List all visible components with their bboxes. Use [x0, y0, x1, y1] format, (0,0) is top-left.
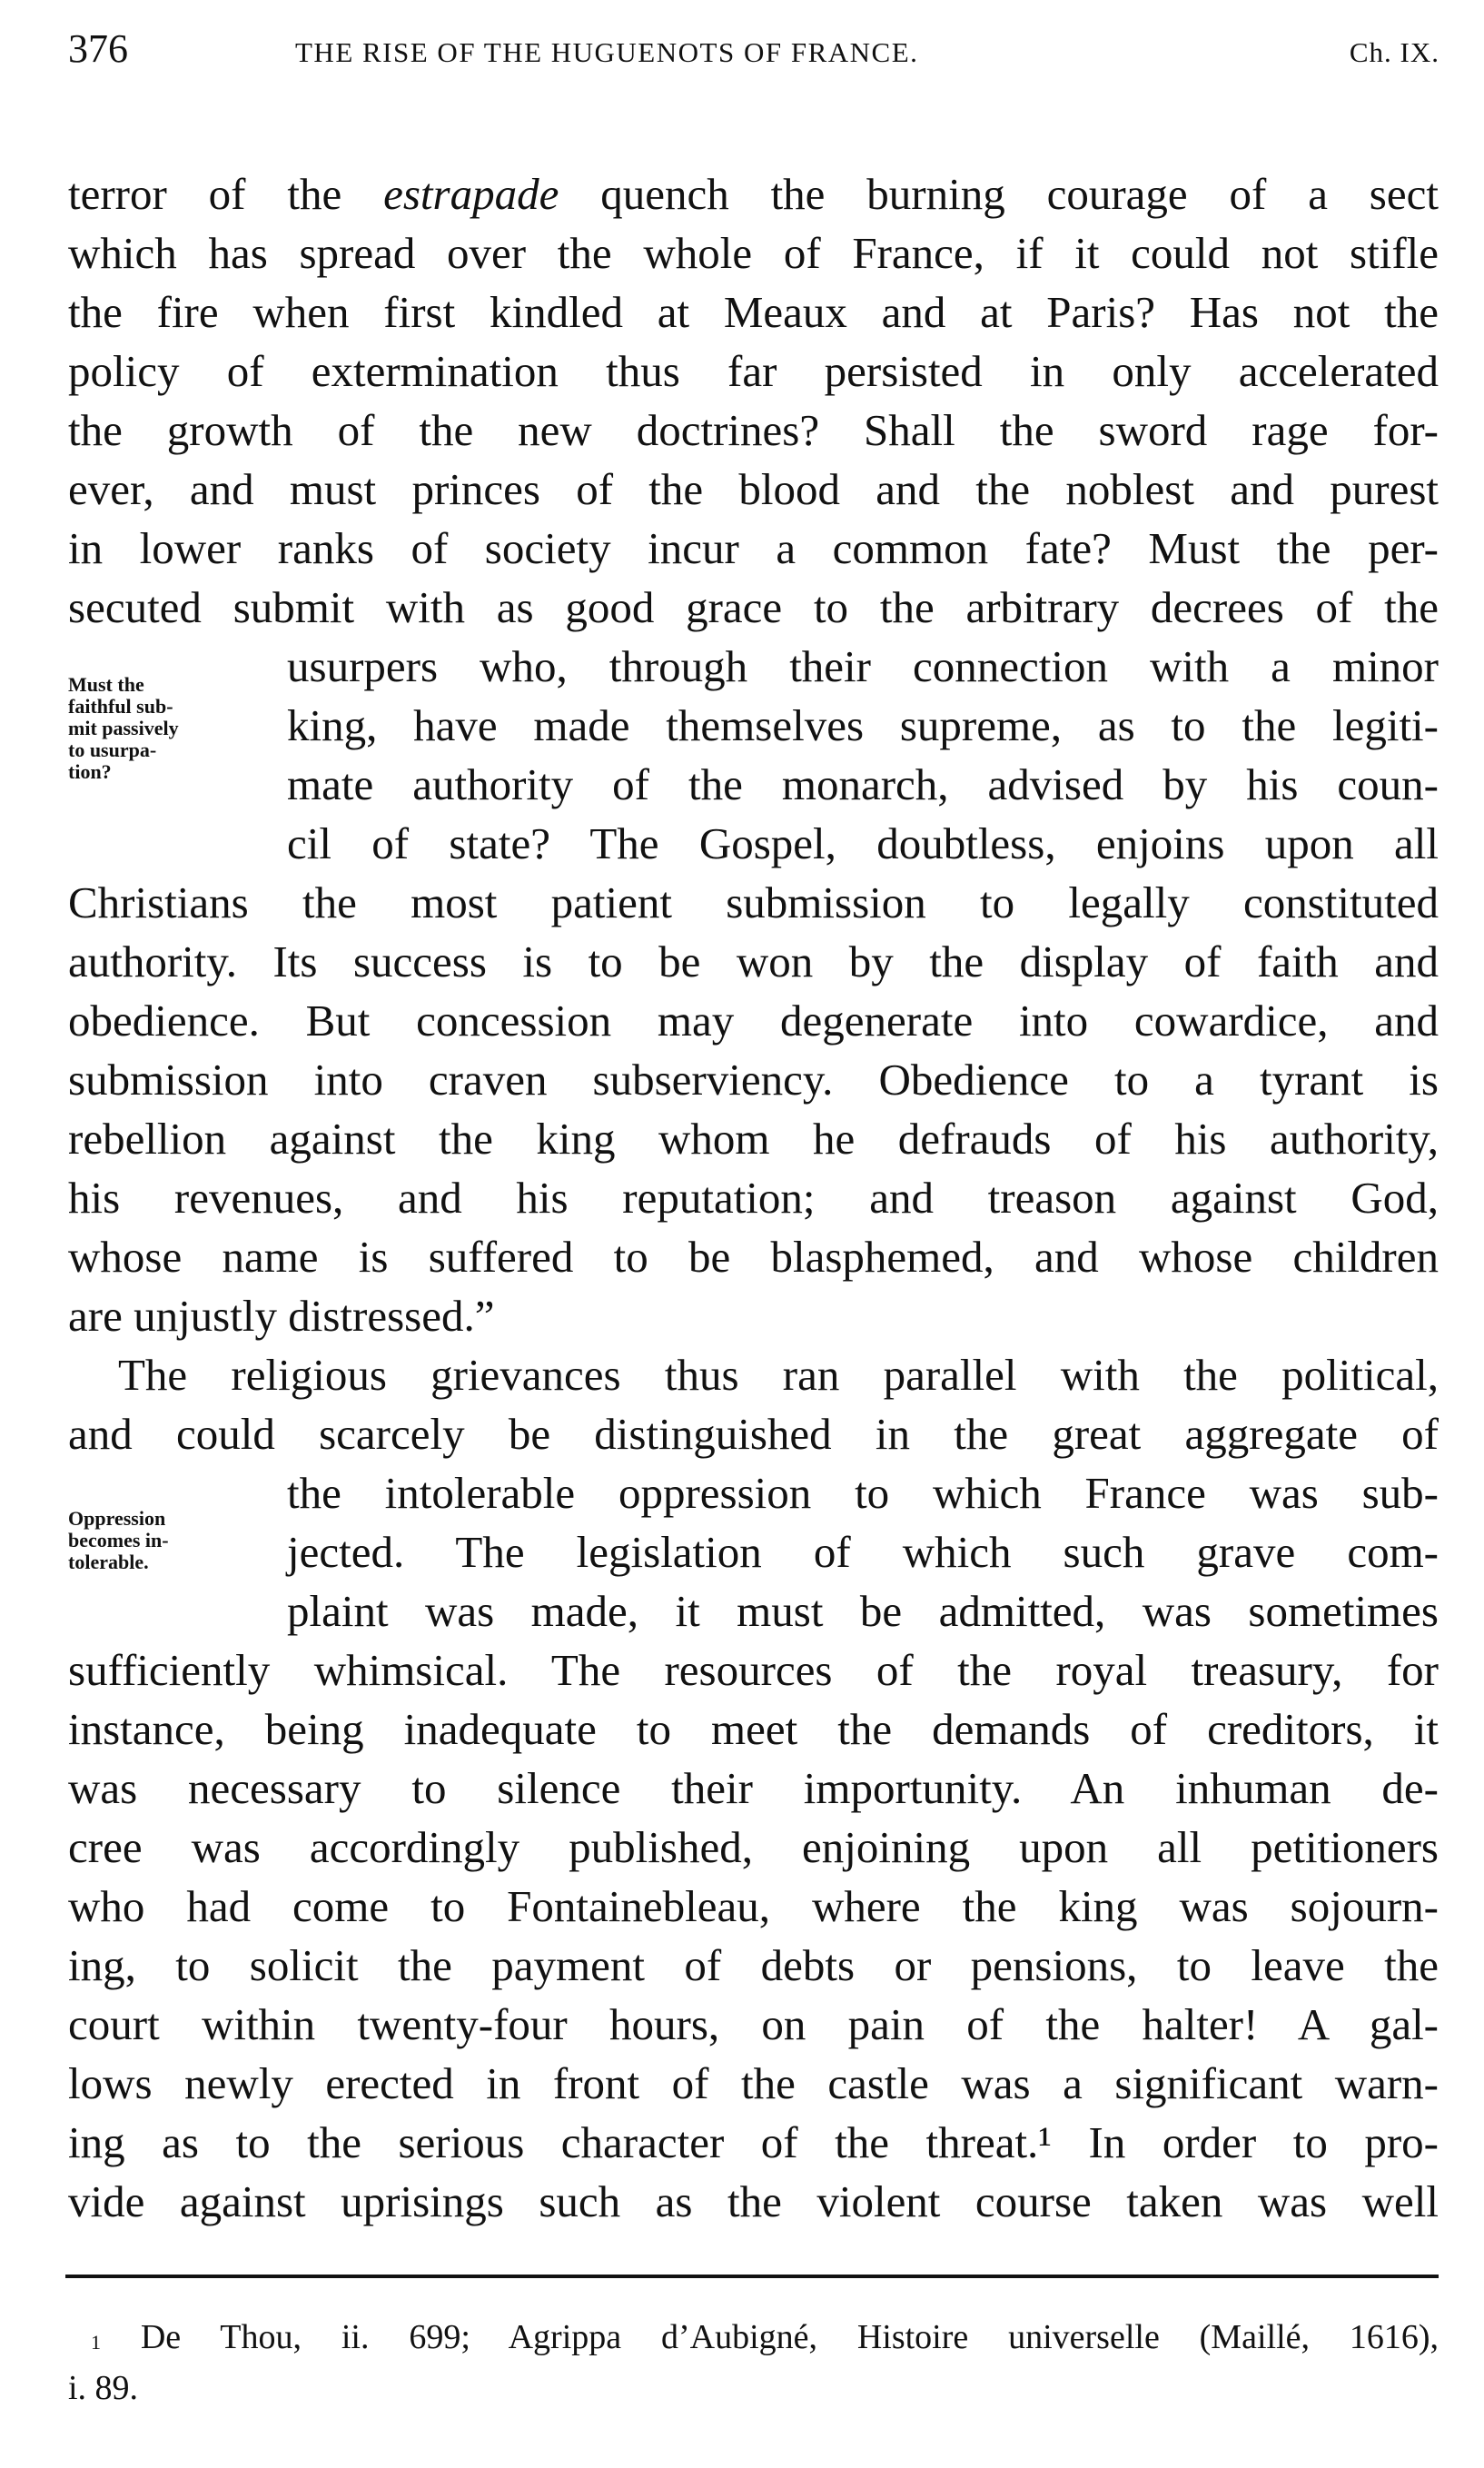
text-line: terror of the estrapade quench the burning courage of a sect [68, 169, 1439, 219]
text-line: are unjustly distressed.” [68, 1291, 495, 1341]
text-line: was necessary to silence their importunity. An inhuman de- [68, 1763, 1439, 1813]
footnote-marker: 1 [91, 2331, 101, 2354]
text-line: policy of extermination thus far persisted in only accelerated [68, 346, 1439, 396]
text-line: the fire when first kindled at Meaux and at Paris? Has not the [68, 287, 1439, 337]
text-line: his revenues, and his reputation; and treason against God, [68, 1173, 1439, 1223]
footnote-reference-line: ing as to the serious character of the threat.¹ In order to pro- [68, 2117, 1439, 2167]
text-line: rebellion against the king whom he defrauds of his authority, [68, 1114, 1439, 1164]
text-line: secuted submit with as good grace to the arbitrary decrees of the [68, 582, 1439, 632]
running-title: THE RISE OF THE HUGUENOTS OF FRANCE. [295, 36, 919, 68]
italic-term: estrapade [383, 169, 559, 219]
footnote-line: i. 89. [68, 2369, 139, 2407]
text-line: cree was accordingly published, enjoining upon all petitioners [68, 1822, 1439, 1872]
sidenote-oppression: Oppression becomes in- tolerable. [68, 1507, 169, 1573]
text-line: instance, being inadequate to meet the demands of creditors, it [68, 1704, 1439, 1754]
text-line: in lower ranks of society incur a common fate? Must the per- [68, 523, 1439, 573]
text-line: which has spread over the whole of France, if it could not stifle [68, 228, 1439, 278]
text-line: Christians the most patient submission to legally constituted [68, 877, 1439, 927]
text-line: ever, and must princes of the blood and the noblest and purest [68, 464, 1439, 514]
text-line: and could scarcely be distinguished in the great aggregate of [68, 1409, 1439, 1459]
text-line: obedience. But concession may degenerate into cowardice, and [68, 996, 1439, 1046]
page-number: 376 [68, 26, 128, 71]
text-line: ing, to solicit the payment of debts or pensions, to leave the [68, 1940, 1439, 1990]
text-line: submission into craven subserviency. Obedience to a tyrant is [68, 1055, 1439, 1105]
text-line: whose name is suffered to be blasphemed, and whose children [68, 1232, 1439, 1282]
text-line: king, have made themselves supreme, as to the legiti- [287, 700, 1439, 750]
text-line: vide against uprisings such as the violent course taken was well [68, 2176, 1439, 2226]
text-line: who had come to Fontainebleau, where the king was sojourn- [68, 1881, 1439, 1931]
footnote-line: $^1$ De Thou, ii. 699; Agrippa d’Aubigné, Histoire universelle (Maillé, 1616), [91, 2318, 1439, 2356]
text-line: jected. The legislation of which such grave com- [287, 1527, 1439, 1577]
text-line: lows newly erected in front of the castle was a significant warn- [68, 2058, 1439, 2108]
text-line: plaint was made, it must be admitted, was sometimes [287, 1586, 1439, 1636]
text-line: court within twenty-four hours, on pain of the halter! A gal- [68, 1999, 1439, 2049]
paragraph-start-line: The religious grievances thus ran parallel with the political, [118, 1350, 1439, 1400]
text-line: the intolerable oppression to which France was sub- [287, 1468, 1439, 1518]
text-line: usurpers who, through their connection with a minor [287, 641, 1439, 691]
text-line: sufficiently whimsical. The resources of the royal treasury, for [68, 1645, 1439, 1695]
text-line: cil of state? The Gospel, doubtless, enjoins upon all [287, 818, 1439, 868]
page-header [68, 25, 1439, 80]
text-line: mate authority of the monarch, advised by his coun- [287, 759, 1439, 809]
chapter-label: Ch. IX. [1349, 36, 1439, 68]
sidenote-submission: Must the faithful sub- mit passively to usurpa- tion? [68, 673, 179, 783]
text-line: authority. Its success is to be won by the display of faith and [68, 937, 1439, 986]
text-line: the growth of the new doctrines? Shall the sword rage for- [68, 405, 1439, 455]
footnote-divider [65, 2275, 1439, 2278]
